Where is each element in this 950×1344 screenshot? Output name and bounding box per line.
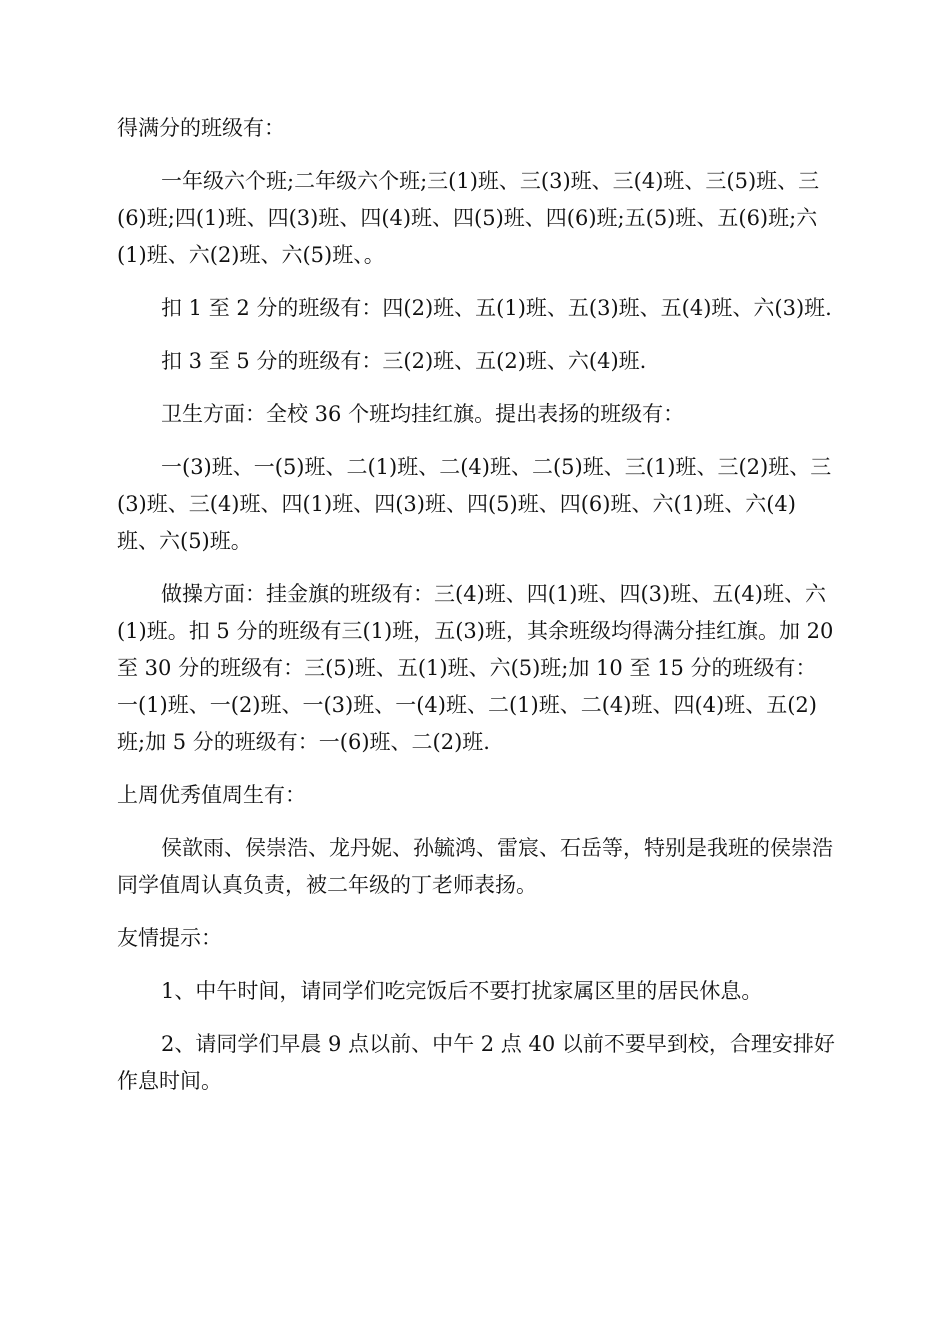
paragraph-deduct-1-2: 扣 1 至 2 分的班级有：四(2)班、五(1)班、五(3)班、五(4)班、六(3)班. [161, 296, 832, 320]
paragraph-deduct-3-5: 扣 3 至 5 分的班级有：三(2)班、五(2)班、六(4)班. [161, 349, 647, 373]
paragraph-reminder-2: 2、请同学们早晨 9 点以前、中午 2 点 40 以前不要早到校，合理安排好作息时间。 [117, 1032, 835, 1093]
paragraph-full-score-list: 一年级六个班;二年级六个班;三(1)班、三(3)班、三(4)班、三(5)班、三(6)班;四(1)班、四(3)班、四(4)班、四(5)班、四(6)班;五(5)班、五(6)班;六(1)班、六(2)班、六(5)班、。 [117, 169, 820, 267]
heading-friendly-reminder: 友情提示： [117, 926, 222, 950]
heading-full-score-classes: 得满分的班级有： [117, 116, 285, 140]
document-body [117, 110, 837, 1116]
paragraph-duty-students: 侯歆雨、侯崇浩、龙丹妮、孙毓鸿、雷宸、石岳等，特别是我班的侯崇浩同学值周认真负责，被二年级的丁老师表扬。 [117, 836, 833, 897]
paragraph-reminder-1: 1、中午时间，请同学们吃完饭后不要打扰家属区里的居民休息。 [161, 979, 763, 1003]
paragraph-hygiene: 卫生方面：全校 36 个班均挂红旗。提出表扬的班级有： [161, 402, 685, 426]
paragraph-hygiene-praised-list: 一(3)班、一(5)班、二(1)班、二(4)班、二(5)班、三(1)班、三(2)班、三(3)班、三(4)班、四(1)班、四(3)班、四(5)班、四(6)班、六(1)班、六(4)班、六(5)班。 [117, 455, 832, 553]
heading-excellent-duty-students: 上周优秀值周生有： [117, 783, 306, 807]
paragraph-exercise: 做操方面：挂金旗的班级有：三(4)班、四(1)班、四(3)班、五(4)班、六(1)班。扣 5 分的班级有三(1)班，五(3)班，其余班级均得满分挂红旗。加 20 至 30 分的班级有：三(5)班、五(1)班、六(5)班;加 10 至 15 分的班级有：一(1)班、一(2)班、一(3)班、一(4)班、二(1)班、二(4)班、四(4)班、五(2)班;加 5 分的班级有：一(6)班、二(2)班. [117, 582, 834, 754]
